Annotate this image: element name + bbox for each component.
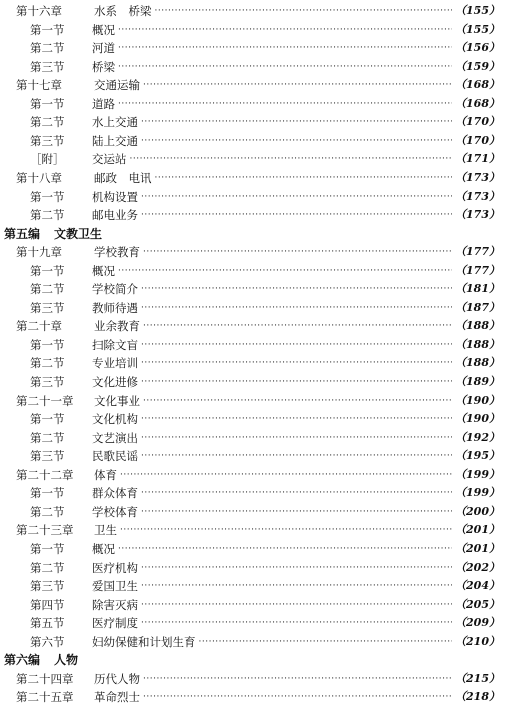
toc-label: 第一节 xyxy=(30,412,65,427)
toc-label: 第三节 xyxy=(30,300,65,315)
toc-section-row xyxy=(30,596,500,614)
toc-page-number: （168） xyxy=(455,78,500,92)
toc-page-number: （204） xyxy=(455,579,500,593)
toc-section-row xyxy=(30,132,500,150)
toc-title: 专业培训 xyxy=(92,356,138,371)
toc-chapter-row xyxy=(16,76,500,94)
toc-chapter-row xyxy=(16,169,500,187)
toc-label: 第三节 xyxy=(30,449,65,464)
toc-page-number: （199） xyxy=(455,486,500,500)
toc-label: 第三节 xyxy=(30,59,65,74)
leader-dots xyxy=(141,503,452,521)
toc-title: 体育 xyxy=(94,467,117,482)
leader-dots xyxy=(141,410,452,428)
toc-label: 第二节 xyxy=(30,41,65,56)
toc-label: 第二十章 xyxy=(16,319,62,334)
leader-dots xyxy=(118,262,452,280)
leader-dots xyxy=(143,243,452,261)
leader-dots xyxy=(118,58,452,76)
leader-dots xyxy=(118,39,452,57)
toc-page-number: （188） xyxy=(455,337,500,351)
toc-label: 第二十二章 xyxy=(16,467,74,482)
leader-dots xyxy=(141,559,452,577)
toc-title: 妇幼保健和计划生育 xyxy=(92,634,196,649)
toc-label: 第六编 xyxy=(4,653,41,668)
toc-page-number: （168） xyxy=(455,96,500,110)
toc-page-number: （209） xyxy=(455,616,500,630)
toc-page-number: （205） xyxy=(455,597,500,611)
toc-section-row xyxy=(30,299,500,317)
toc-label: 第一节 xyxy=(30,337,65,352)
toc-label: 第三节 xyxy=(30,375,65,389)
toc-label: 第一节 xyxy=(30,189,65,204)
toc-page-number: （190） xyxy=(455,393,500,407)
toc-title: 群众体育 xyxy=(92,486,138,501)
toc-label: 第二十五章 xyxy=(16,690,74,705)
toc-section-row xyxy=(30,633,500,651)
toc-section-row xyxy=(30,614,500,632)
toc-title: 文化进修 xyxy=(92,375,138,389)
toc-page-number: （181） xyxy=(455,282,500,296)
leader-dots xyxy=(120,521,452,539)
toc-page-number: （171） xyxy=(455,152,500,166)
toc-title: 学校教育 xyxy=(94,245,140,260)
toc-label: 第十六章 xyxy=(16,4,62,18)
toc-label: 第二十四章 xyxy=(16,671,74,686)
toc-page-number: （190） xyxy=(455,412,500,426)
toc-title: 历代人物 xyxy=(94,671,140,686)
toc-label: 第一节 xyxy=(30,22,65,37)
toc-chapter-row xyxy=(16,243,500,261)
toc-section-row xyxy=(30,559,500,577)
leader-dots xyxy=(118,21,452,39)
leader-dots xyxy=(141,373,452,391)
toc-page-number: （215） xyxy=(455,671,500,685)
toc-title: 邮政 电讯 xyxy=(94,170,152,185)
leader-dots xyxy=(141,206,452,224)
toc-section-row xyxy=(30,280,500,298)
toc-label: 第五编 xyxy=(4,226,41,241)
toc-section-row xyxy=(30,429,500,447)
toc-title: 交运站 xyxy=(92,152,127,167)
leader-dots xyxy=(141,614,452,632)
toc-page-number: （192） xyxy=(455,430,500,444)
toc-page-number: （155） xyxy=(455,4,500,17)
toc-page-number: （177） xyxy=(455,245,500,259)
leader-dots xyxy=(141,113,452,131)
toc-label: 第二十一章 xyxy=(16,393,74,408)
toc-title: 卫生 xyxy=(94,523,117,538)
toc-page-number: （199） xyxy=(455,467,500,481)
toc-label: ［附］ xyxy=(30,152,65,167)
leader-dots xyxy=(130,150,453,168)
leader-dots xyxy=(155,2,453,20)
leader-dots xyxy=(118,95,452,113)
toc-label: 第五节 xyxy=(30,616,65,631)
leader-dots xyxy=(141,280,452,298)
toc-page-number: （187） xyxy=(455,300,500,314)
toc-title: 文化机构 xyxy=(92,412,138,427)
toc-label: 第四节 xyxy=(30,597,65,612)
toc-label: 第六节 xyxy=(30,634,65,649)
toc-label: 第二节 xyxy=(30,115,65,130)
toc-label: 第三节 xyxy=(30,133,65,148)
toc-section-row xyxy=(30,39,500,57)
leader-dots xyxy=(141,447,452,465)
leader-dots xyxy=(141,354,452,372)
toc-page-number: （218） xyxy=(455,690,500,704)
toc-page-number: （202） xyxy=(455,560,500,574)
toc-section-row xyxy=(30,577,500,595)
toc-title: 业余教育 xyxy=(94,319,140,334)
toc-title: 交通运输 xyxy=(94,78,140,93)
toc-title: 人物 xyxy=(54,653,79,668)
toc-label: 第一节 xyxy=(30,263,65,278)
leader-dots xyxy=(141,336,452,354)
leader-dots xyxy=(120,466,452,484)
toc-page-number: （173） xyxy=(455,189,500,203)
toc-page-number: （170） xyxy=(455,133,500,147)
toc-section-row xyxy=(30,336,500,354)
toc-section-row xyxy=(30,188,500,206)
toc-label: 第一节 xyxy=(30,96,65,111)
toc-label: 第二节 xyxy=(30,356,65,371)
toc-chapter-row xyxy=(16,688,500,706)
toc-chapter-row xyxy=(16,392,500,410)
toc-label: 第二节 xyxy=(30,208,65,223)
toc-chapter-row xyxy=(16,317,500,335)
leader-dots xyxy=(143,688,452,706)
toc-section-row xyxy=(30,150,500,168)
toc-chapter-row xyxy=(16,2,500,20)
leader-dots xyxy=(118,540,452,558)
toc-title: 水上交通 xyxy=(92,115,138,130)
toc-title: 概况 xyxy=(92,263,115,278)
toc-label: 第一节 xyxy=(30,541,65,556)
leader-dots xyxy=(141,188,452,206)
toc-page-number: （195） xyxy=(455,449,500,463)
toc-section-row xyxy=(30,113,500,131)
toc-title: 文化事业 xyxy=(94,393,140,408)
toc-chapter-row xyxy=(16,466,500,484)
toc-title: 文艺演出 xyxy=(92,430,138,445)
leader-dots xyxy=(141,132,452,150)
toc-page-number: （155） xyxy=(455,22,500,36)
leader-dots xyxy=(141,299,452,317)
toc-page-number: （201） xyxy=(455,523,500,537)
toc-title: 除害灭病 xyxy=(92,597,138,612)
toc-chapter-row xyxy=(16,670,500,688)
toc-label: 第三节 xyxy=(30,579,65,594)
toc-section-row xyxy=(30,410,500,428)
toc-label: 第十七章 xyxy=(16,78,62,93)
toc-section-row xyxy=(30,447,500,465)
toc-section-row xyxy=(30,95,500,113)
toc-title: 桥梁 xyxy=(92,59,115,74)
leader-dots xyxy=(143,670,452,688)
toc-page-number: （156） xyxy=(455,41,500,55)
toc-title: 文教卫生 xyxy=(54,226,103,241)
toc-page-number: （159） xyxy=(455,59,500,73)
leader-dots xyxy=(141,484,452,502)
toc-label: 第二节 xyxy=(30,430,65,445)
toc-title: 学校体育 xyxy=(92,504,138,519)
toc-page-number: （201） xyxy=(455,541,500,555)
toc-section-row xyxy=(30,354,500,372)
toc-page-number: （189） xyxy=(455,375,500,388)
toc-chapter-row xyxy=(16,521,500,539)
leader-dots xyxy=(199,633,453,651)
toc-part-row xyxy=(4,225,500,243)
toc-title: 扫除文盲 xyxy=(92,337,138,352)
toc-section-row xyxy=(30,262,500,280)
toc-title: 陆上交通 xyxy=(92,133,138,148)
leader-dots xyxy=(141,596,452,614)
toc-section-row xyxy=(30,58,500,76)
toc-title: 水系 桥梁 xyxy=(94,4,152,18)
leader-dots xyxy=(143,317,452,335)
toc-title: 教师待遇 xyxy=(92,300,138,315)
leader-dots xyxy=(143,76,452,94)
toc-page-number: （188） xyxy=(455,356,500,370)
toc-page-number: （173） xyxy=(455,170,500,184)
leader-dots xyxy=(141,429,452,447)
toc-page-number: （173） xyxy=(455,208,500,222)
toc-label: 第一节 xyxy=(30,486,65,501)
toc-title: 医疗机构 xyxy=(92,560,138,575)
toc-title: 概况 xyxy=(92,541,115,556)
toc-page-number: （170） xyxy=(455,115,500,129)
toc-page-number: （210） xyxy=(455,634,500,648)
toc-section-row xyxy=(30,373,500,391)
toc-label: 第十八章 xyxy=(16,170,62,185)
toc-label: 第二十三章 xyxy=(16,523,74,538)
toc-section-row xyxy=(30,540,500,558)
toc-title: 革命烈士 xyxy=(94,690,140,705)
toc-title: 概况 xyxy=(92,22,115,37)
toc-title: 道路 xyxy=(92,96,115,111)
toc-label: 第二节 xyxy=(30,504,65,519)
toc-title: 民歌民谣 xyxy=(92,449,138,464)
toc-label: 第二节 xyxy=(30,282,65,297)
toc-title: 邮电业务 xyxy=(92,208,138,223)
toc-label: 第十九章 xyxy=(16,245,62,260)
toc-title: 爱国卫生 xyxy=(92,579,138,594)
toc-page-number: （200） xyxy=(455,504,500,518)
toc-part-row xyxy=(4,651,500,669)
toc-page-number: （177） xyxy=(455,263,500,277)
leader-dots xyxy=(143,392,452,410)
toc-title: 河道 xyxy=(92,41,115,56)
toc-section-row xyxy=(30,206,500,224)
toc-label: 第二节 xyxy=(30,560,65,575)
leader-dots xyxy=(141,577,452,595)
leader-dots xyxy=(155,169,453,187)
toc-title: 学校简介 xyxy=(92,282,138,297)
toc-title: 医疗制度 xyxy=(92,616,138,631)
toc-page-number: （188） xyxy=(455,319,500,333)
toc-section-row xyxy=(30,503,500,521)
toc-section-row xyxy=(30,484,500,502)
toc-title: 机构设置 xyxy=(92,189,138,204)
toc-section-row xyxy=(30,21,500,39)
